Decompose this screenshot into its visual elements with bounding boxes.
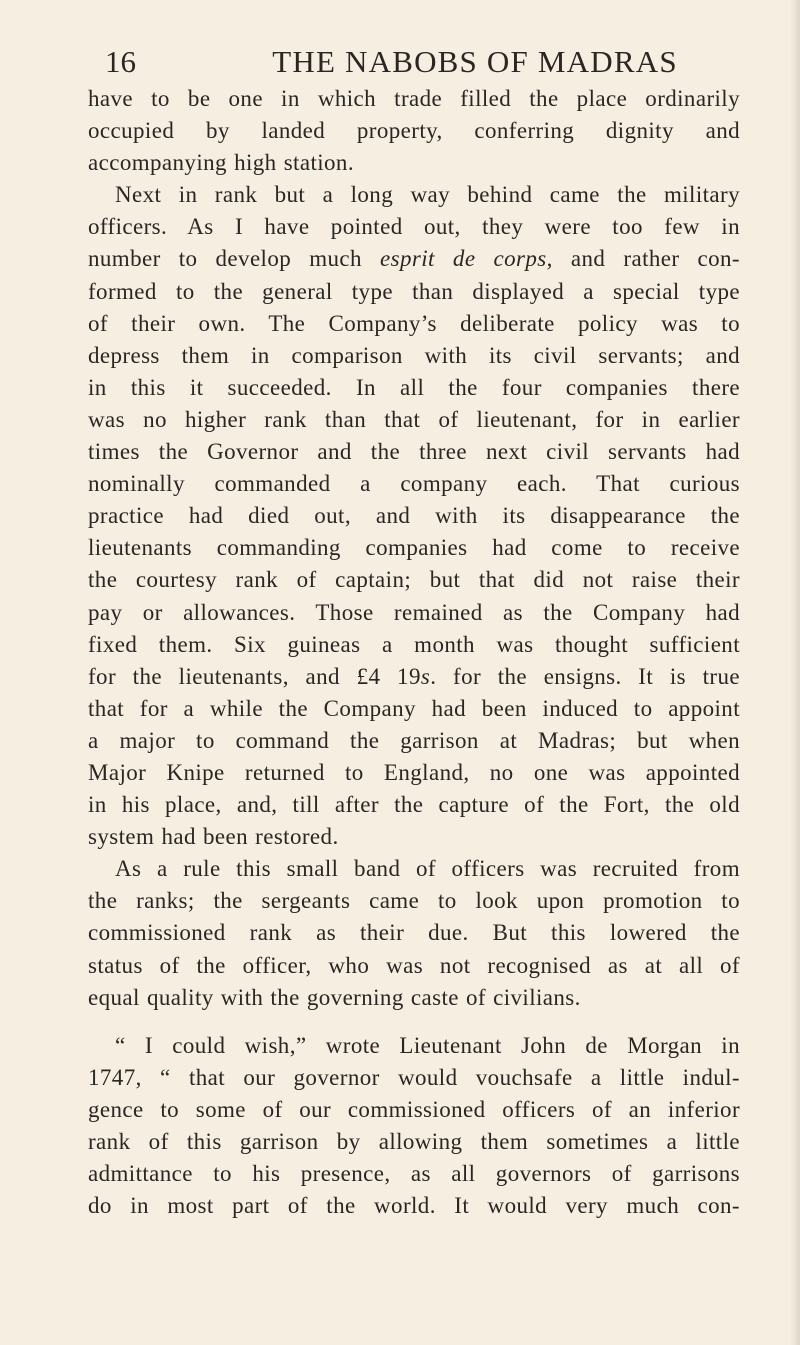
text-line: the ranks; the sergeants came to look upon promotion to xyxy=(88,888,740,914)
text-line: rank of this garrison by allowing them sometimes a little xyxy=(88,1129,740,1154)
text-line: status of the officer, who was not recognised as at all of xyxy=(88,952,740,978)
paragraph-gap xyxy=(88,1014,740,1030)
text-line: commissioned rank as their due. But this lowered the xyxy=(88,920,740,946)
text-line: fixed them. Six guineas a month was thought sufficient xyxy=(88,631,740,657)
page-header xyxy=(105,42,745,82)
text-line: pay or allowances. Those remained as the Company had xyxy=(88,599,740,625)
text-line: formed to the general type than displayed a special type xyxy=(88,278,740,304)
text-line: the courtesy rank of captain; but that did not raise their xyxy=(88,567,740,593)
text-line: gence to some of our commissioned officers of an inferior xyxy=(88,1096,740,1122)
text-line: do in most part of the world. It would very much con- xyxy=(88,1193,740,1219)
text-line: for the lieutenants, and £4 19s. for the ensigns. It is true xyxy=(88,663,740,689)
text-line: Next in rank but a long way behind came the military xyxy=(115,182,740,208)
text-line: “ I could wish,” wrote Lieutenant John de Morgan in xyxy=(115,1032,740,1058)
running-title: THE NABOBS OF MADRAS xyxy=(272,44,678,79)
text-line: depress them in comparison with its civil servants; and xyxy=(88,342,740,368)
text-line: As a rule this small band of officers was recruited from xyxy=(115,856,740,882)
text-line: 1747, “ that our governor would vouchsafe a little indul- xyxy=(88,1064,740,1090)
text-line: in this it succeeded. In all the four companies there xyxy=(88,374,740,400)
text-line: Major Knipe returned to England, no one was appointed xyxy=(88,759,740,785)
text-line: system had been restored. xyxy=(88,824,339,850)
text-line: that for a while the Company had been induced to appoint xyxy=(88,695,740,721)
text-line: accompanying high station. xyxy=(88,150,354,176)
text-line: lieutenants commanding companies had come to receive xyxy=(88,535,740,561)
italic-abbreviation: s xyxy=(420,663,431,689)
text-line: in his place, and, till after the capture of the Fort, the old xyxy=(88,792,740,818)
text-line: was no higher rank than that of lieutenant, for in earlier xyxy=(88,406,740,432)
text-line: number to develop much esprit de corps, and rather con- xyxy=(88,246,740,272)
text-line: times the Governor and the three next civil servants had xyxy=(88,439,740,465)
page-number: 16 xyxy=(105,44,136,79)
text-line: of their own. The Company’s deliberate policy was to xyxy=(88,310,740,336)
text-line: have to be one in which trade filled the place ordinarily xyxy=(88,86,740,111)
page-edge-shadow xyxy=(790,0,800,1345)
text-line: a major to command the garrison at Madras; but when xyxy=(88,727,740,753)
body-text xyxy=(88,83,740,1222)
italic-phrase: esprit de corps xyxy=(380,246,547,272)
text-line: equal quality with the governing caste of civilians. xyxy=(88,984,581,1010)
text-line: nominally commanded a company each. That curious xyxy=(88,471,740,497)
text-line: occupied by landed property, conferring dignity and xyxy=(88,118,740,144)
text-line: admittance to his presence, as all governors of garrisons xyxy=(88,1161,740,1187)
text-line: officers. As I have pointed out, they were too few in xyxy=(88,214,740,240)
text-line: practice had died out, and with its disappearance the xyxy=(88,503,740,529)
